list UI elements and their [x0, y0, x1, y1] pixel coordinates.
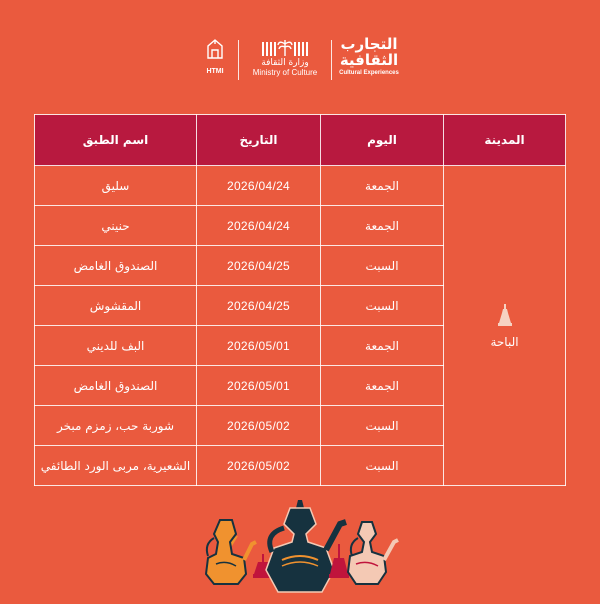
day-cell: السبت [321, 406, 444, 446]
incense-burner-icon [496, 303, 514, 327]
dish-cell: الصندوق الغامض [35, 246, 197, 286]
date-cell: 2026/04/24 [197, 206, 321, 246]
footer-illustration [0, 494, 600, 600]
day-cell: الجمعة [321, 206, 444, 246]
table-header-row [35, 115, 566, 166]
day-cell: الجمعة [321, 326, 444, 366]
date-cell: 2026/05/02 [197, 406, 321, 446]
column-header-date: التاريخ [197, 115, 321, 166]
dish-cell: سليق [35, 166, 197, 206]
cultural-experiences-logo [338, 36, 400, 88]
city-name: الباحة [490, 334, 519, 349]
table-row [35, 166, 566, 206]
ministry-arabic-name: وزارة الثقافة [261, 58, 309, 68]
ministry-english-name: Ministry of Culture [252, 68, 318, 77]
column-header-city: المدينة [444, 115, 566, 166]
date-cell: 2026/05/01 [197, 326, 321, 366]
date-cell: 2026/04/25 [197, 286, 321, 326]
ministry-logo [246, 38, 324, 84]
date-cell: 2026/05/02 [197, 446, 321, 486]
incense-burner-icon [329, 544, 349, 578]
dish-cell: البف للديني [35, 326, 197, 366]
date-cell: 2026/04/24 [197, 166, 321, 206]
dish-cell: الصندوق الغامض [35, 366, 197, 406]
day-cell: الجمعة [321, 366, 444, 406]
day-cell: السبت [321, 446, 444, 486]
dish-cell: حنيني [35, 206, 197, 246]
dish-cell: الشعيرية، مربى الورد الطائفي [35, 446, 197, 486]
city-cell [444, 166, 566, 486]
htmi-logo [200, 38, 230, 84]
column-header-day: اليوم [321, 115, 444, 166]
day-cell: الجمعة [321, 166, 444, 206]
navy-coffee-pot-icon [266, 500, 346, 592]
header-divider [331, 40, 332, 80]
header [0, 36, 600, 88]
date-cell: 2026/04/25 [197, 246, 321, 286]
schedule-table [34, 114, 566, 486]
peach-coffee-pot-icon [348, 522, 398, 584]
brand-title: التجارب الثقافية [339, 35, 399, 69]
date-cell: 2026/05/01 [197, 366, 321, 406]
dish-cell: شوربة حب، زمزم مبخر [35, 406, 197, 446]
dish-cell: المقشوش [35, 286, 197, 326]
coffee-pots-illustration [0, 494, 600, 600]
orange-coffee-pot-icon [206, 520, 256, 584]
brand-subtitle: Cultural Experiences [339, 70, 399, 76]
htmi-emblem-icon [204, 38, 226, 64]
day-cell: السبت [321, 246, 444, 286]
htmi-label: HTMI [206, 68, 224, 75]
ministry-emblem-icon [260, 38, 310, 58]
column-header-dish: اسم الطبق [35, 115, 197, 166]
day-cell: السبت [321, 286, 444, 326]
header-divider [238, 40, 239, 80]
